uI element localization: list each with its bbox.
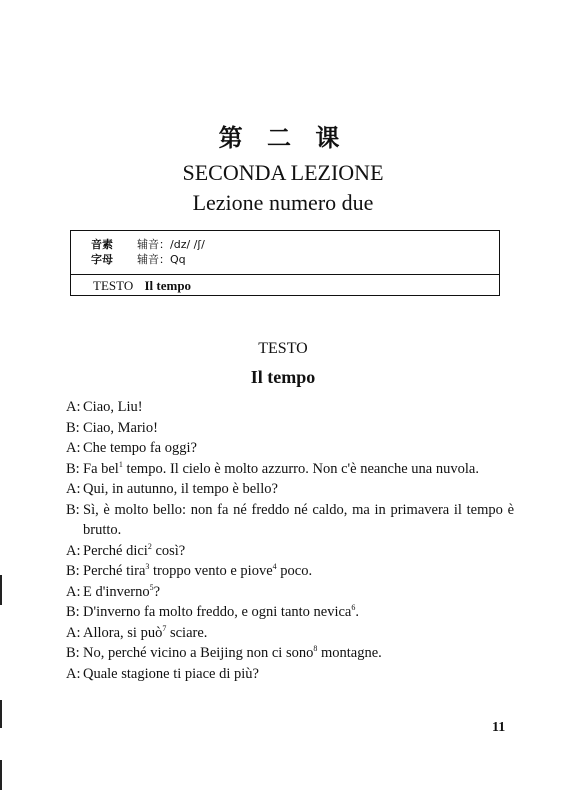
dialogue-text — [83, 623, 514, 644]
dialogue-text — [83, 602, 514, 623]
dialogue-text — [83, 459, 514, 480]
dialogue-text-part: ? — [153, 583, 161, 600]
dialogue-text — [83, 479, 514, 500]
dialogue-speaker: B: — [66, 604, 80, 620]
footnote-marker: 2 — [147, 541, 152, 551]
dialogue-text-part: D'inverno fa molto freddo, e ogni tanto nevica — [83, 604, 352, 620]
footnote-marker: 1 — [118, 459, 123, 469]
dialogue-speaker: B: — [66, 563, 80, 579]
lesson-subtitle: Lezione numero due — [192, 190, 374, 215]
dialogue-speaker: A: — [66, 399, 81, 415]
dialogue-text-part: Perché dici — [83, 542, 148, 559]
dialogue-line — [66, 541, 514, 562]
footnote-marker: 4 — [272, 562, 277, 572]
dialogue-line — [66, 397, 514, 418]
dialogue-line — [66, 664, 514, 685]
lesson-title-chinese: 第 二 课 — [218, 123, 348, 152]
dialogue-text-part: Ciao, Mario! — [83, 419, 158, 436]
footnote-marker: 6 — [351, 603, 356, 613]
dialogue-speaker: A: — [66, 542, 81, 559]
dialogue-text-part: Quale stagione ti piace di più? — [83, 665, 259, 682]
dialogue-line — [66, 479, 514, 500]
dialogue-text-part: sciare. — [166, 624, 208, 641]
dialogue-text-part: poco. — [276, 563, 313, 579]
dialogue-line — [66, 561, 514, 582]
info-footer-label: TESTO — [93, 278, 134, 293]
dialogue-text — [83, 397, 514, 418]
dialogue-speaker: A: — [66, 583, 81, 600]
dialogue-speaker: A: — [66, 665, 81, 682]
info-row-letters — [91, 252, 499, 267]
info-value: 辅音：Qq — [137, 253, 186, 266]
section-heading: TESTO — [258, 340, 308, 357]
dialogue-text-part: Perché tira — [83, 563, 146, 579]
info-footer-title: Il tempo — [144, 278, 192, 293]
dialogue-speaker: A: — [66, 624, 81, 641]
scan-edge-mark — [0, 575, 2, 605]
section-title: Il tempo — [250, 367, 316, 387]
dialogue-speaker: A: — [66, 440, 81, 456]
dialogue-line — [66, 500, 514, 541]
dialogue-line — [66, 438, 514, 459]
dialogue-line — [66, 623, 514, 644]
dialogue-text — [83, 643, 514, 664]
info-divider — [71, 274, 499, 275]
scan-edge-mark — [0, 760, 2, 790]
dialogue-text-part: E d'inverno — [83, 583, 150, 600]
dialogue-speaker: B: — [66, 460, 80, 477]
footnote-marker: 5 — [149, 582, 154, 592]
dialogue-text-part: tempo. Il cielo è molto azzurro. Non c'è neanche una nuvola. — [122, 460, 479, 477]
dialogue-text-part: Ciao, Liu! — [83, 399, 143, 415]
dialogue-text — [83, 561, 514, 582]
dialogue-text-part: Che tempo fa oggi? — [83, 440, 197, 456]
info-value: 辅音：/dz/ /ʃ/ — [137, 238, 205, 251]
dialogue-speaker: B: — [66, 501, 80, 518]
lesson-title-italian: SECONDA LEZIONE — [182, 160, 384, 185]
info-label: 音素 — [91, 238, 113, 251]
scan-edge-mark — [0, 700, 2, 728]
dialogue-text — [83, 438, 514, 459]
dialogue-text — [83, 664, 514, 685]
dialogue-text-part: Sì, è molto bello: non fa né freddo né caldo, ma in primavera il tempo è brutto. — [83, 501, 514, 538]
dialogue-text-part: montagne. — [317, 645, 382, 661]
dialogue-text-part: Allora, si può — [83, 624, 163, 641]
page-number: 11 — [492, 720, 506, 735]
info-label: 字母 — [91, 253, 113, 266]
dialogue-text-part: troppo vento e piove — [149, 563, 273, 579]
dialogue-line — [66, 418, 514, 439]
dialogue-speaker: B: — [66, 419, 80, 436]
dialogue — [66, 397, 514, 684]
dialogue-line — [66, 643, 514, 664]
footnote-marker: 3 — [145, 562, 150, 572]
dialogue-text-part: Qui, in autunno, il tempo è bello? — [83, 481, 278, 497]
dialogue-text-part: Fa bel — [83, 460, 119, 477]
dialogue-text — [83, 500, 514, 541]
dialogue-line — [66, 602, 514, 623]
dialogue-speaker: A: — [66, 481, 81, 497]
dialogue-text-part: . — [355, 604, 359, 620]
info-row-phonemes — [91, 237, 499, 252]
footnote-marker: 8 — [313, 644, 318, 654]
dialogue-text — [83, 541, 514, 562]
dialogue-text — [83, 418, 514, 439]
dialogue-text-part: così? — [151, 542, 186, 559]
dialogue-line — [66, 582, 514, 603]
dialogue-text — [83, 582, 514, 603]
lesson-info-box — [70, 230, 500, 296]
dialogue-text-part: No, perché vicino a Beijing non ci sono — [83, 645, 314, 661]
info-footer — [93, 278, 191, 294]
footnote-marker: 7 — [162, 623, 167, 633]
dialogue-line — [66, 459, 514, 480]
dialogue-speaker: B: — [66, 645, 80, 661]
